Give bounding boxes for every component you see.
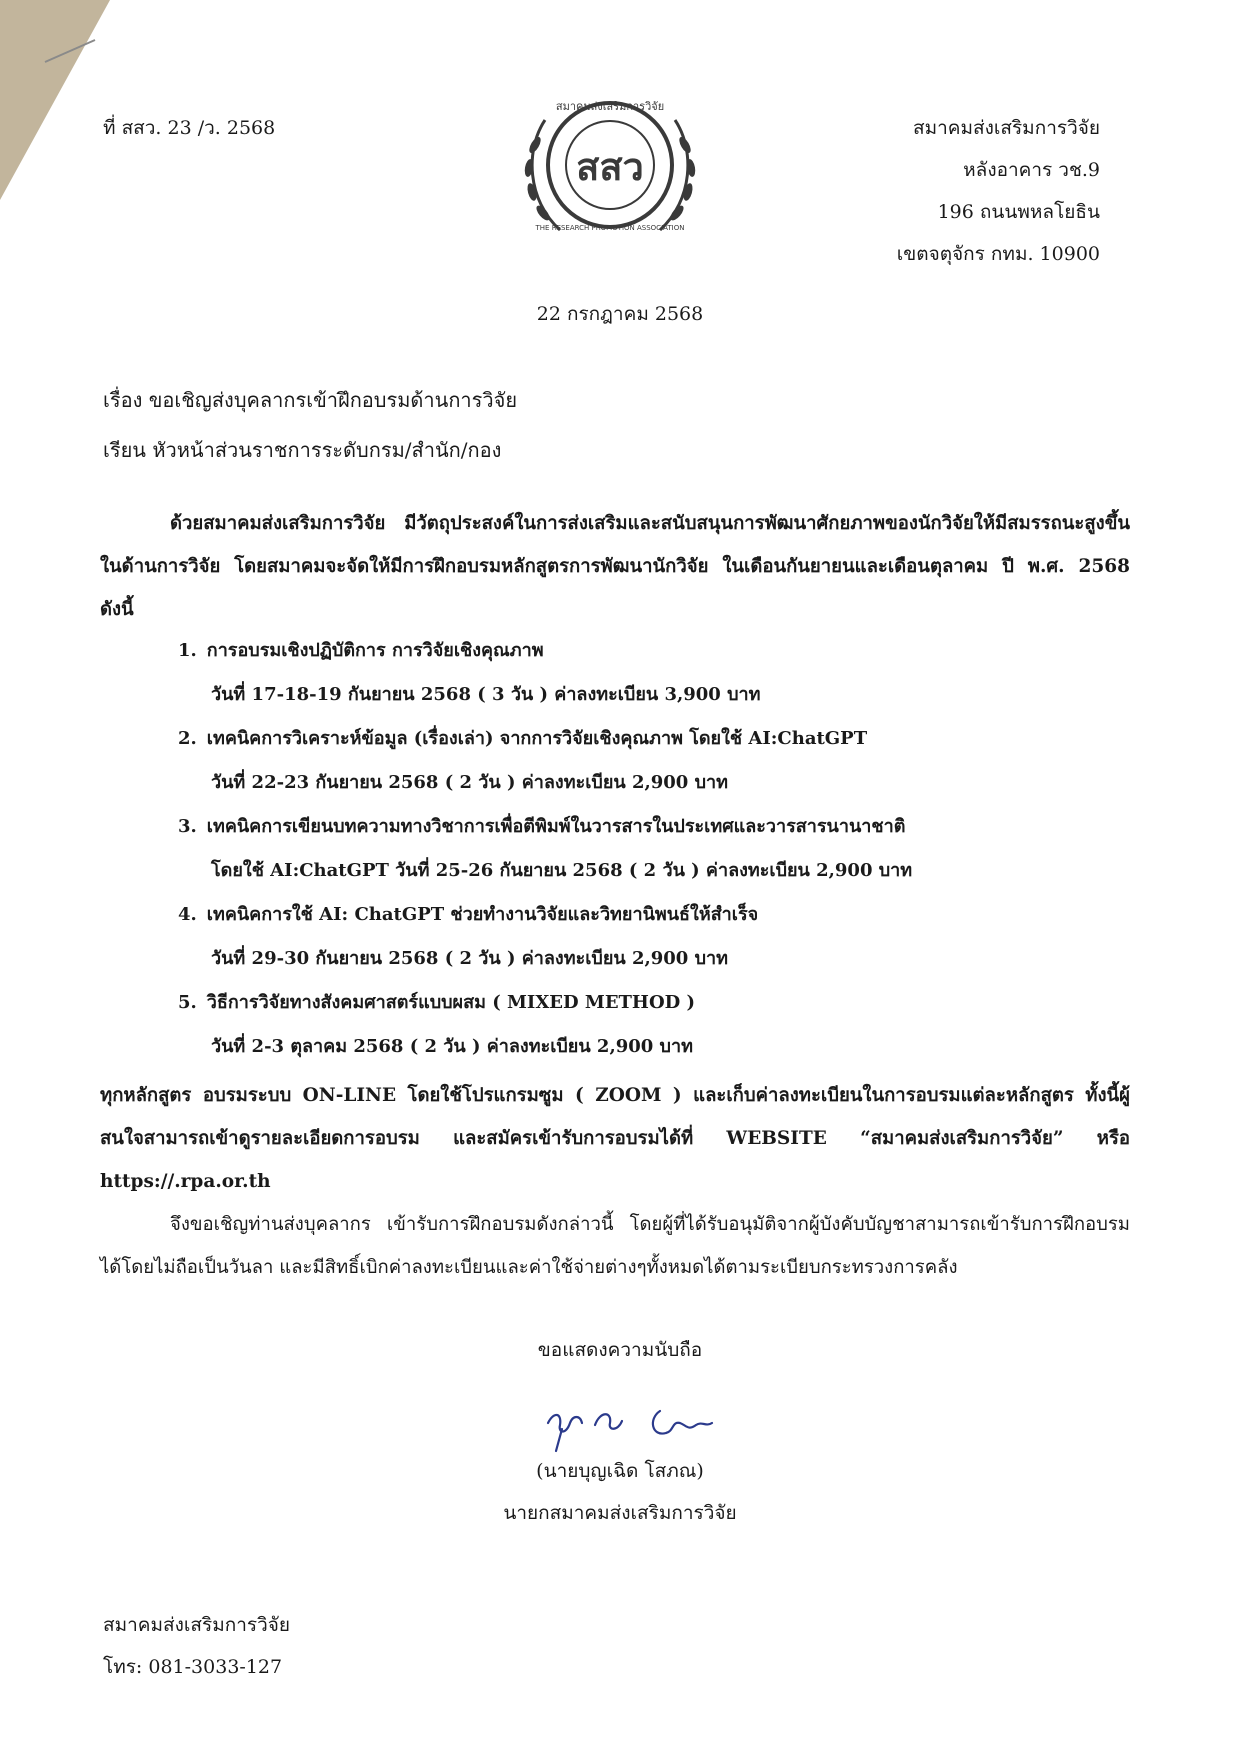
course-detail: วันที่ 2-3 ตุลาคม 2568 ( 2 วัน ) ค่าลงทะเบียน 2,900 บาท [211,1036,693,1057]
page-corner-fold [0,0,110,200]
address-line-4: เขตจตุจักร กทม. 10900 [896,243,1100,265]
footer-organization: สมาคมส่งเสริมการวิจัย [103,1614,291,1636]
course-detail: วันที่ 17-18-19 กันยายน 2568 ( 3 วัน ) ค่าลงทะเบียน 3,900 บาท [211,684,761,705]
association-logo [505,80,715,255]
course-item: 4. เทคนิคการใช้ AI: ChatGPT ช่วยทำงานวิจัยและวิทยานิพนธ์ให้สำเร็จ [178,904,759,925]
course-item: 1. การอบรมเชิงปฏิบัติการ การวิจัยเชิงคุณภาพ [178,640,544,661]
address-line-2: หลังอาคาร วช.9 [963,159,1100,181]
address-line-3: 196 ถนนพหลโยธิน [937,201,1100,223]
course-detail: โดยใช้ AI:ChatGPT วันที่ 25-26 กันยายน 2568 ( 2 วัน ) ค่าลงทะเบียน 2,900 บาท [211,860,913,881]
signatory-name: (นายบุญเฉิด โสภณ) [536,1460,704,1482]
course-item: 5. วิธีการวิจัยทางสังคมศาสตร์แบบผสม ( MIXED METHOD ) [178,992,696,1013]
svg-text:สมาคมส่งเสริมการวิจัย: สมาคมส่งเสริมการวิจัย [555,100,665,113]
course-item: 3. เทคนิคการเขียนบทความทางวิชาการเพื่อตีพิมพ์ในวารสารในประเทศและวารสารนานาชาติ [178,816,906,837]
letter-salutation: เรียน หัวหน้าส่วนราชการระดับกรม/สำนัก/กอง [103,438,502,462]
address-line-1: สมาคมส่งเสริมการวิจัย [912,117,1100,139]
course-list [178,629,1118,1069]
course-detail: วันที่ 22-23 กันยายน 2568 ( 2 วัน ) ค่าลงทะเบียน 2,900 บาท [211,772,728,793]
signature-image [540,1393,750,1453]
course-detail: วันที่ 29-30 กันยายน 2568 ( 2 วัน ) ค่าลงทะเบียน 2,900 บาท [211,948,728,969]
course-item: 2. เทคนิคการวิเคราะห์ข้อมูล (เรื่องเล่า) จากการวิจัยเชิงคุณภาพ โดยใช้ AI:ChatGPT [178,728,868,749]
closing-regards: ขอแสดงความนับถือ [537,1339,703,1361]
reference-number: ที่ สสว. 23 /ว. 2568 [103,117,276,139]
online-note-paragraph: ทุกหลักสูตร อบรมระบบ ON-LINE โดยใช้โปรแกรมซูม ( ZOOM ) และเก็บค่าลงทะเบียนในการอบรมแต่ละหลักสูตร ทั้งนี้ผู้สนใจสามารถเข้าดูรายละเอียดการอบรม และสมัครเข้ารับการอบรมได้ที่ WEBSITE “สมาคมส่งเสริมการวิจัย” หรือ https://.rpa.or.th [100,1085,1130,1192]
letter-subject: เรื่อง ขอเชิญส่งบุคลากรเข้าฝึกอบรมด้านการวิจัย [103,388,518,412]
svg-text:THE RESEARCH PROMOTION ASSOCIA: THE RESEARCH PROMOTION ASSOCIATION [535,224,685,232]
svg-text:สสว: สสว [576,145,644,189]
signatory-position: นายกสมาคมส่งเสริมการวิจัย [503,1502,737,1524]
intro-paragraph: ด้วยสมาคมส่งเสริมการวิจัย มีวัตถุประสงค์ในการส่งเสริมและสนับสนุนการพัฒนาศักยภาพของนักวิจัยให้มีสมรรถนะสูงขึ้นในด้านการวิจัย โดยสมาคมจะจัดให้มีการฝึกอบรมหลักสูตรการพัฒนานักวิจัย ในเดือนกันยายนและเดือนตุลาคม ปี พ.ศ. 2568 ดังนี้ [100,513,1130,620]
footer-phone: โทร: 081-3033-127 [103,1656,283,1678]
letter-date: 22 กรกฎาคม 2568 [536,303,704,325]
invitation-paragraph: จึงขอเชิญท่านส่งบุคลากร เข้ารับการฝึกอบรมดังกล่าวนี้ โดยผู้ที่ได้รับอนุมัติจากผู้บังคับบัญชาสามารถเข้ารับการฝึกอบรมได้โดยไม่ถือเป็นวันลา และมีสิทธิ์เบิกค่าลงทะเบียนและค่าใช้จ่ายต่างๆทั้งหมดได้ตามระเบียบกระทรวงการคลัง [100,1214,1130,1278]
